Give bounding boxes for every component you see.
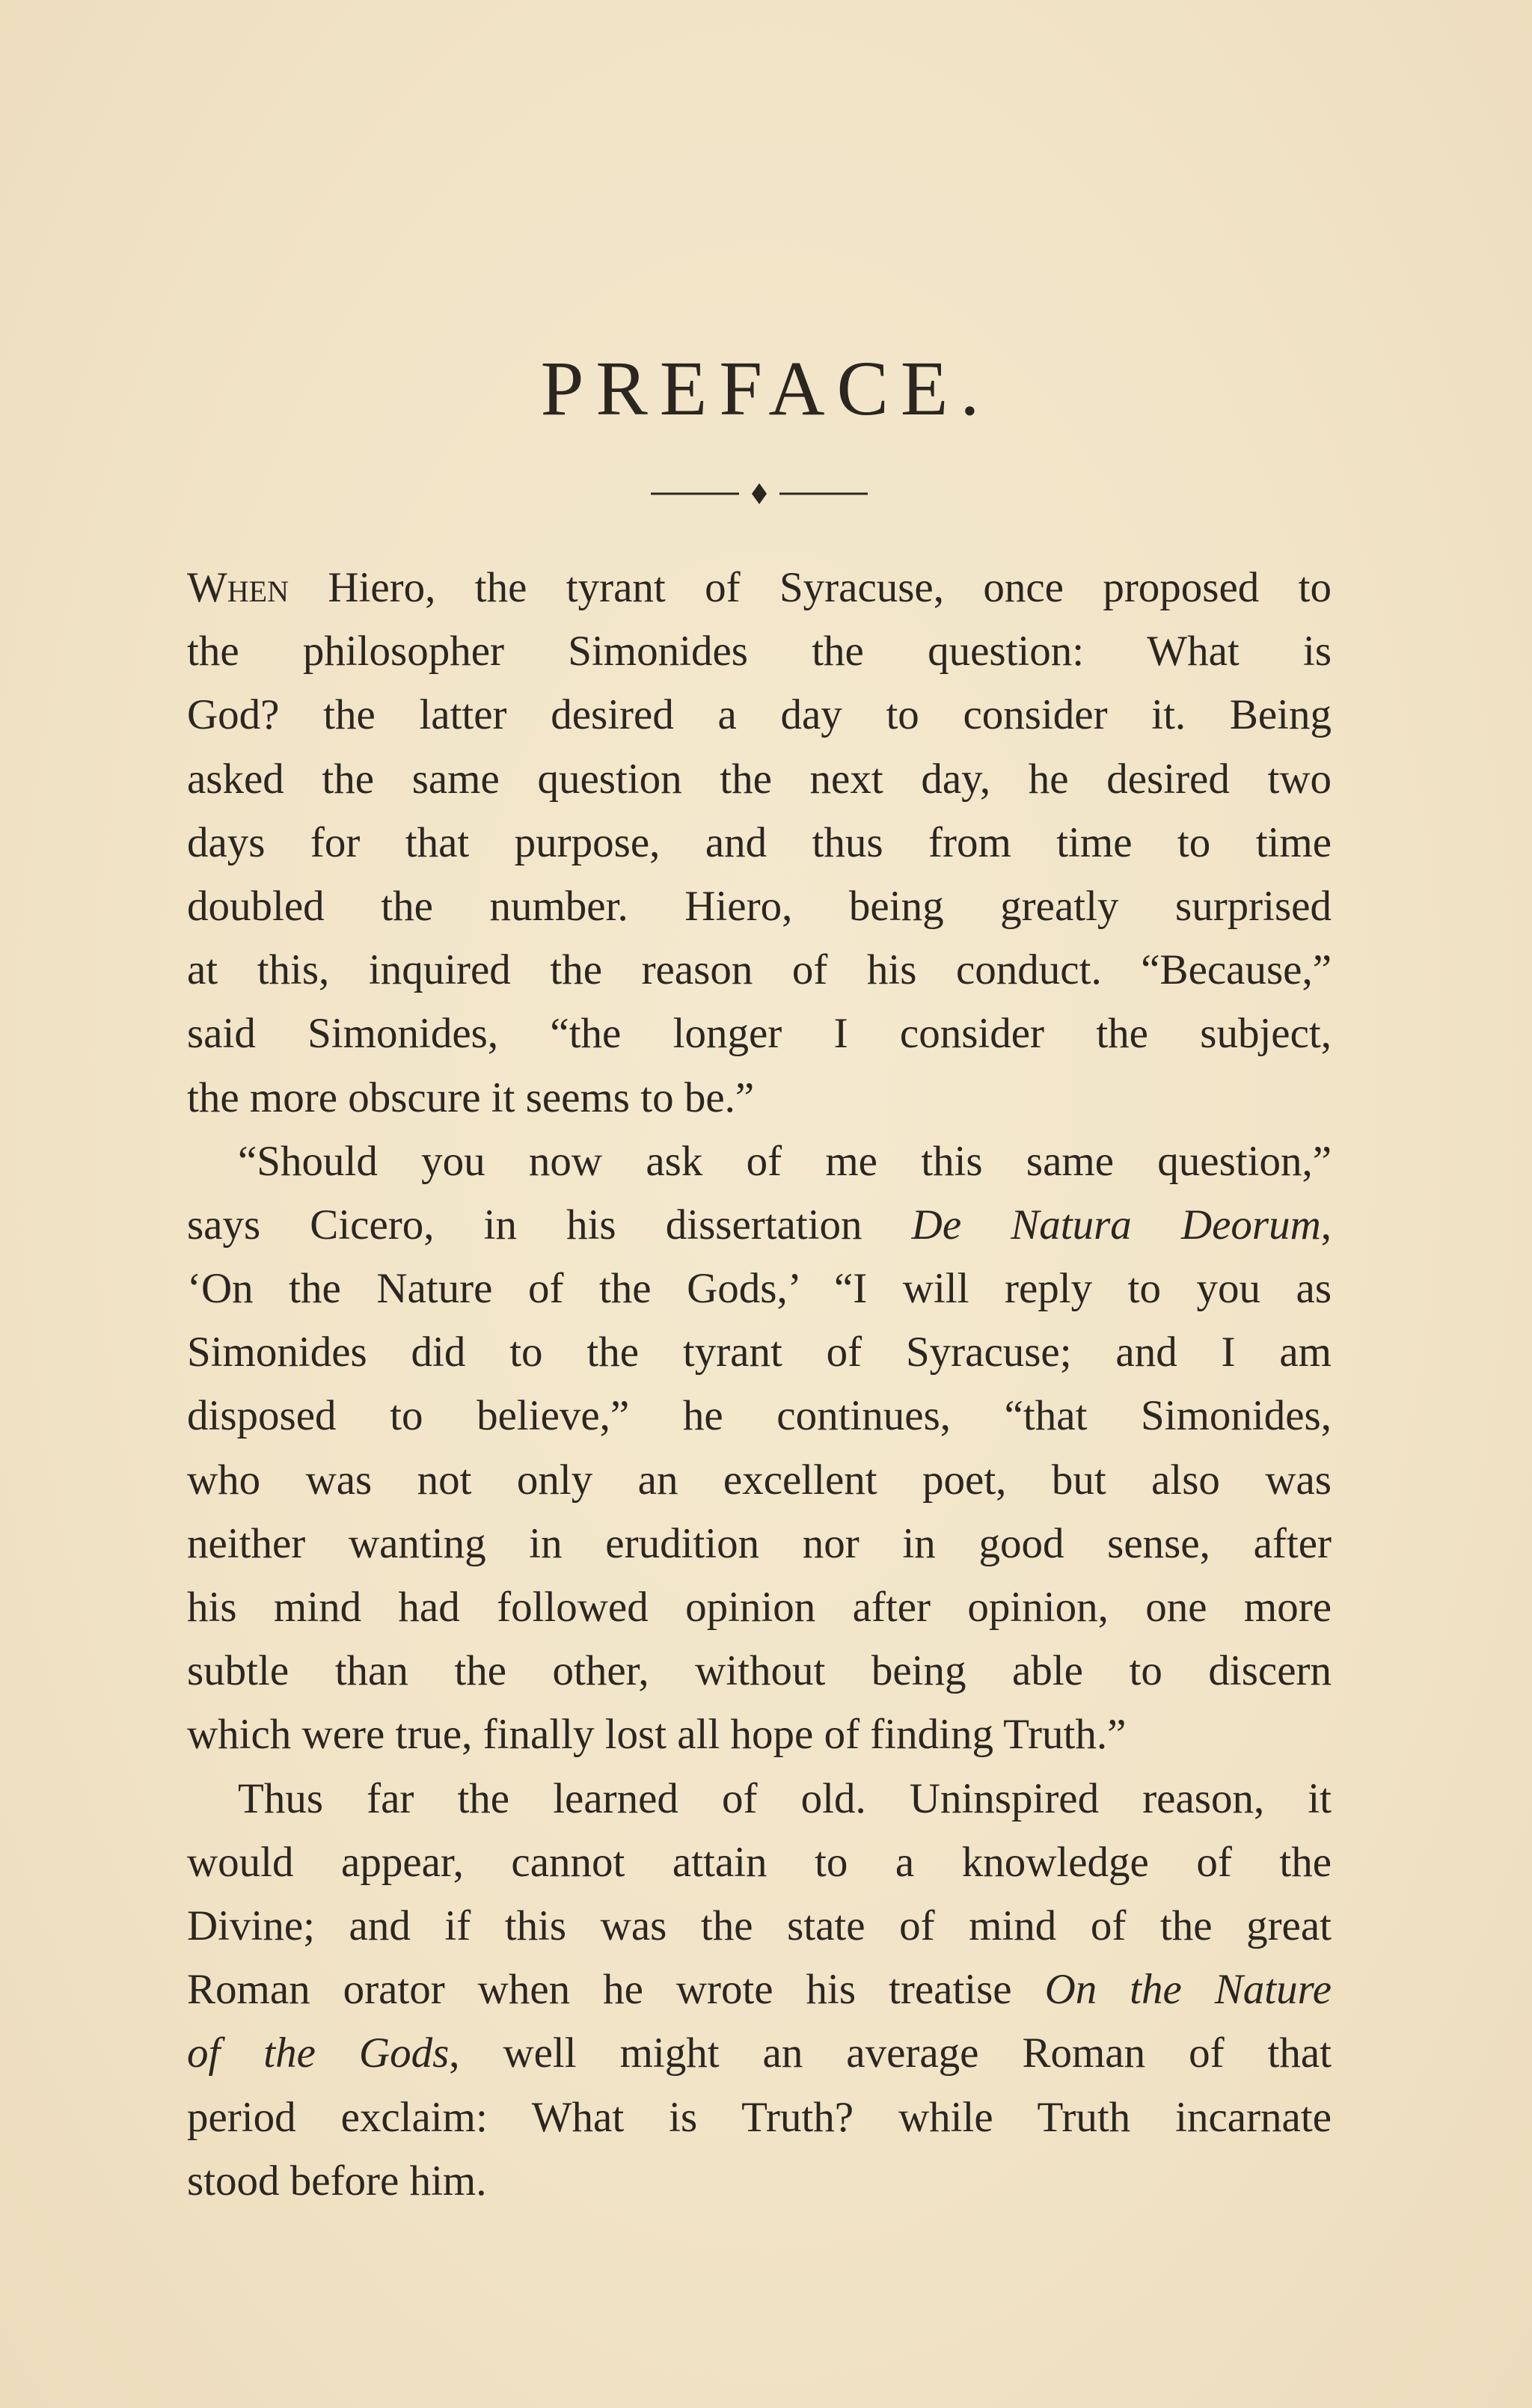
text-line: would appear, cannot attain to a knowledge of the: [187, 1838, 1332, 1886]
small-caps-word: When: [187, 564, 289, 611]
italic-title: De Natura Deorum: [911, 1201, 1321, 1249]
text-line: the more obscure it seems to be.”: [187, 1073, 755, 1121]
text-line: subtle than the other, without being able to discern: [187, 1647, 1332, 1695]
text-line: days for that purpose, and thus from time to time: [187, 818, 1332, 866]
page-title: PREFACE.: [540, 346, 992, 432]
text-line: says Cicero, in his dissertation De Natura Deorum,: [187, 1201, 1332, 1249]
text-line: who was not only an excellent poet, but also was: [187, 1456, 1332, 1504]
text-line: the philosopher Simonides the question: What is: [187, 628, 1332, 675]
text-line: which were true, finally lost all hope of finding Truth.”: [187, 1711, 1127, 1759]
text-line: Roman orator when he wrote his treatise On the Nature: [187, 1966, 1332, 2014]
text-line: Thus far the learned of old. Uninspired reason, it: [238, 1774, 1332, 1822]
text-line: of the Gods, well might an average Roman of that: [187, 2029, 1332, 2077]
text-line: asked the same question the next day, he desired two: [187, 755, 1332, 803]
text-line: neither wanting in erudition nor in good sense, after: [187, 1519, 1332, 1567]
text-line: his mind had followed opinion after opinion, one more: [187, 1584, 1332, 1631]
italic-title: On the Nature: [1044, 1966, 1332, 2014]
text-line: doubled the number. Hiero, being greatly surprised: [187, 882, 1332, 930]
text-line: Simonides did to the tyrant of Syracuse; and I am: [187, 1329, 1332, 1376]
text-line: period exclaim: What is Truth? while Truth incarnate: [187, 2093, 1332, 2141]
text-line: Divine; and if this was the state of mind of the great: [187, 1902, 1332, 1949]
preface-body: [187, 556, 1332, 2213]
text-line: ‘On the Nature of the Gods,’ “I will reply to you as: [187, 1265, 1332, 1313]
text-line: “Should you now ask of me this same question,”: [238, 1137, 1332, 1185]
text-line: disposed to believe,” he continues, “that Simonides,: [187, 1392, 1332, 1440]
text-line: said Simonides, “the longer I consider the subject,: [187, 1010, 1332, 1058]
italic-title: of the Gods: [187, 2029, 450, 2077]
text-line: When Hiero, the tyrant of Syracuse, once proposed to: [187, 564, 1332, 611]
text-line: God? the latter desired a day to consider it. Being: [187, 691, 1332, 739]
title-ornament-divider: [651, 479, 868, 509]
text-line: at this, inquired the reason of his conduct. “Because,”: [187, 946, 1332, 994]
text-line: stood before him.: [187, 2157, 487, 2205]
